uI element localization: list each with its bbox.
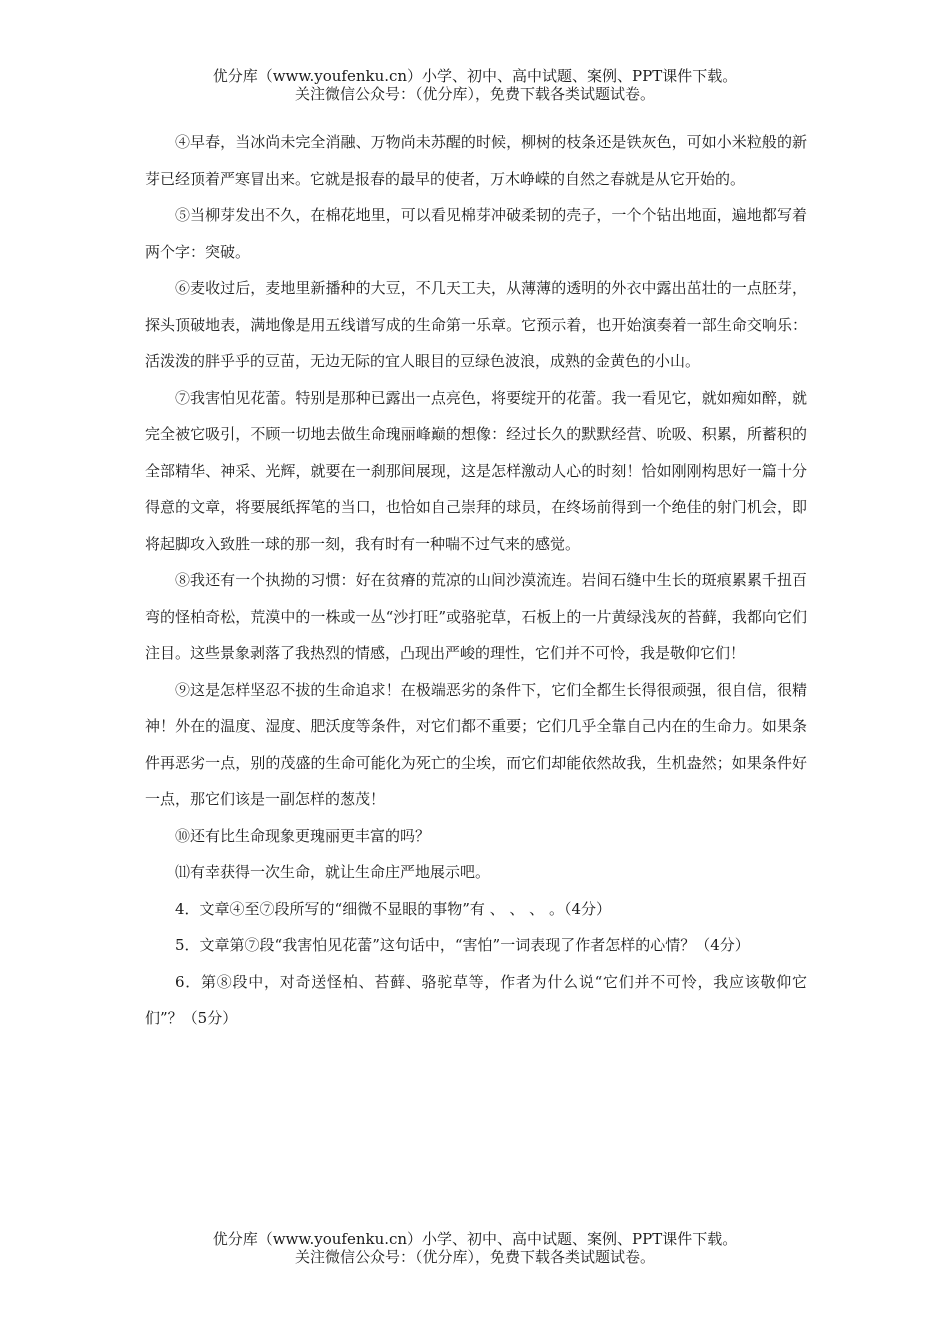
- article-body: [145, 124, 807, 1037]
- paragraph-10: ⑩还有比生命现象更瑰丽更丰富的吗？: [175, 826, 431, 845]
- paragraph-9: ⑨这是怎样坚忍不拔的生命追求！在极端恶劣的条件下，它们全都生长得很顽强，很自信，很精神！外在的温度、湿度、肥沃度等条件，对它们都不重要；它们几乎全靠自己内在的生命力。如果条件再恶劣一点，别的茂盛的生命可能化为死亡的尘埃，而它们却能依然故我，生机盎然；如果条件好一点，那它们该是一副怎样的葱茂！: [145, 680, 807, 808]
- paragraph-7: ⑦我害怕见花蕾。特别是那种已露出一点亮色，将要绽开的花蕾。我一看见它，就如痴如醉，就完全被它吸引，不顾一切地去做生命瑰丽峰巅的想像：经过长久的默默经营、吮吸、积累，所蓄积的全部精华、神采、光辉，就要在一刹那间展现，这是怎样激动人心的时刻！恰如刚刚构思好一篇十分得意的文章，将要展纸挥笔的当口，也恰如自己崇拜的球员，在终场前得到一个绝佳的射门机会，即将起脚攻入致胜一球的那一刻，我有时有一种喘不过气来的感觉。: [145, 388, 807, 553]
- paragraph-6: ⑥麦收过后，麦地里新播种的大豆，不几天工夫，从薄薄的透明的外衣中露出茁壮的一点胚芽，探头顶破地表，满地像是用五线谱写成的生命第一乐章。它预示着，也开始演奏着一部生命交响乐：活泼泼的胖乎乎的豆苗，无边无际的宜人眼目的豆绿色波浪，成熟的金黄色的小山。: [145, 279, 807, 370]
- footer-line-1: 优分库（www.youfenku.cn）小学、初中、高中试题、案例、PPT课件下载。: [212, 1230, 738, 1248]
- question-4: 4．文章④至⑦段所写的“细微不显眼的事物”有 、 、 、 。（4分）: [175, 899, 611, 918]
- paragraph-8: ⑧我还有一个执拗的习惯：好在贫瘠的荒凉的山间沙漠流连。岩间石缝中生长的斑痕累累千扭百弯的怪柏奇松，荒漠中的一株或一丛“沙打旺”或骆驼草，石板上的一片黄绿浅灰的苔藓，我都向它们注目。这些景象剥落了我热烈的情感，凸现出严峻的理性，它们并不可怜，我是敬仰它们！: [145, 571, 807, 662]
- question-5: 5．文章第⑦段“我害怕见花蕾”这句话中，“害怕”一词表现了作者怎样的心情？（4分）: [175, 936, 750, 954]
- header-line-2: 关注微信公众号：（优分库），免费下载各类试题试卷。: [294, 85, 655, 103]
- page-footer: [0, 1230, 950, 1266]
- paragraph-5: ⑤当柳芽发出不久，在棉花地里，可以看见棉芽冲破柔韧的壳子，一个个钻出地面，遍地都写着两个字：突破。: [145, 206, 807, 261]
- paragraph-11: ⑾有幸获得一次生命，就让生命庄严地展示吧。: [175, 863, 491, 881]
- paragraph-4: ④早春，当冰尚未完全消融、万物尚未苏醒的时候，柳树的枝条还是铁灰色，可如小米粒般的新芽已经顶着严寒冒出来。它就是报春的最早的使者，万木峥嵘的自然之春就是从它开始的。: [145, 133, 807, 188]
- page-header: [0, 67, 950, 103]
- footer-line-2: 关注微信公众号：（优分库），免费下载各类试题试卷。: [294, 1248, 655, 1266]
- header-line-1: 优分库（www.youfenku.cn）小学、初中、高中试题、案例、PPT课件下载。: [212, 67, 738, 85]
- question-6: 6．第⑧段中，对奇送怪柏、苔藓、骆驼草等，作者为什么说“它们并不可怜，我应该敬仰它们”？（5分）: [145, 972, 807, 1027]
